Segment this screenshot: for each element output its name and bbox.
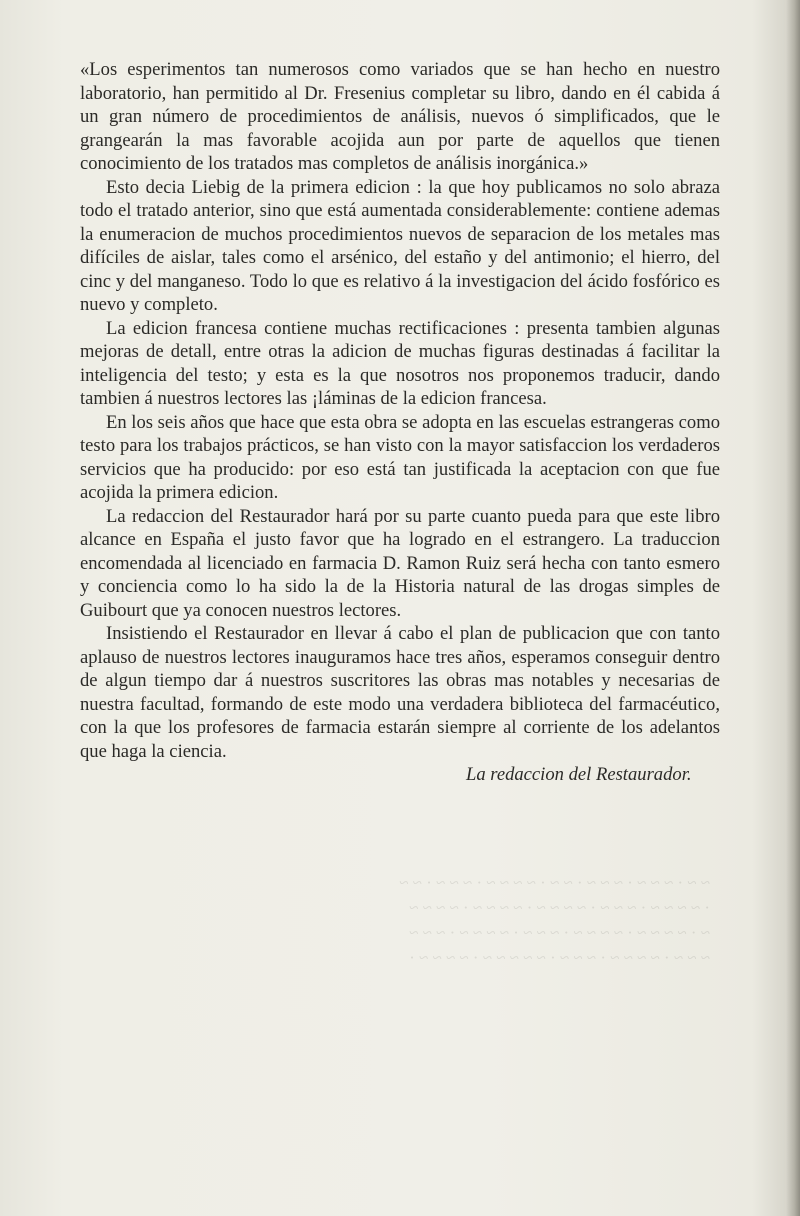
- paragraph-5: La redaccion del Restaurador hará por su parte cuanto pueda para que este libro alcance en España el justo favor que ha logrado en el estrangero. La traduccion encomendada al licenciado en farmacia D. Ramon Ruiz será hecha con tanto esmero y conciencia como lo ha sido la de la Historia natural de las drogas simples de Guibourt que ya conocen nuestros lectores.: [80, 505, 720, 621]
- document-body: [80, 58, 720, 787]
- paragraph-6: Insistiendo el Restaurador en llevar á cabo el plan de publicacion que con tanto aplauso de nuestros lectores inauguramos hace tres años, esperamos conseguir dentro de algun tiempo dar á nuestros suscritores las obras mas notables y necesarias de nuestra facultad, formando de este modo una verdadera biblioteca del farmacéutico, con la que los profesores de farmacia estarán siempre al corriente de los adelantos que haga la ciencia.: [80, 623, 720, 762]
- paragraph-2: Esto decia Liebig de la primera edicion : la que hoy publicamos no solo abraza todo el tratado anterior, sino que está aumentada considerablemente: contiene ademas la enumeracion de muchos procedimientos nuevos de separacion de los metales mas difíciles de aislar, tales como el arsénico, del estaño y del antimonio; el hierro, del cinc y del manganeso. Todo lo que es relativo á la investigacion del ácido fosfórico es nuevo y completo.: [80, 176, 720, 315]
- paragraph-4: En los seis años que hace que esta obra se adopta en las escuelas estrangeras como testo para los trabajos prácticos, se han visto con la mayor satisfaccion los verdaderos servicios que ha producido: por eso está tan justificada la aceptacion con que fue acojida la primera edicion.: [80, 411, 720, 503]
- paragraph-3: La edicion francesa contiene muchas rectificaciones : presenta tambien algunas mejoras de detall, entre otras la adicion de muchas figuras destinadas á facilitar la inteligencia del testo; y esta es la que nosotros nos proponemos traducir, dando tambien á nuestros lectores las ¡láminas de la edicion francesa.: [80, 317, 720, 409]
- signature: La redaccion del Restaurador.: [466, 764, 692, 785]
- show-through-bleed: ~ ~ · ~ ~ ~ · ~ ~ ~ · ~ ~ · ~ ~ ~ ~ · ~ ~ ~ · ~ ~ · ~ ~ ~ ~ · ~ ~ ~ · ~ ~ ~ ~ · ~ ~ ~ ~ · ~ ~ ~ ~ ~ · ~ ~ ~ ~ · ~ ~ ~ ~ · ~ ~ ~ · ~ ~ ~ ~ · ~ ~ ~ ~ ~ ~ · ~ ~ ~ ~ · ~ ~ ~ · ~ ~ ~ ~ ~ · ~ ~ ~ ~ ·: [399, 873, 710, 967]
- page-edge-shadow: [786, 0, 800, 1216]
- paragraph-1: «Los esperimentos tan numerosos como variados que se han hecho en nuestro laboratorio, han permitido al Dr. Fresenius completar su libro, dando en él cabida á un gran número de procedimientos de análisis, nuevos ó simplificados, que le grangearán la mas favorable acojida aun por parte de aquellos que tienen conocimiento de los tratados mas completos de análisis inorgánica.»: [80, 59, 720, 174]
